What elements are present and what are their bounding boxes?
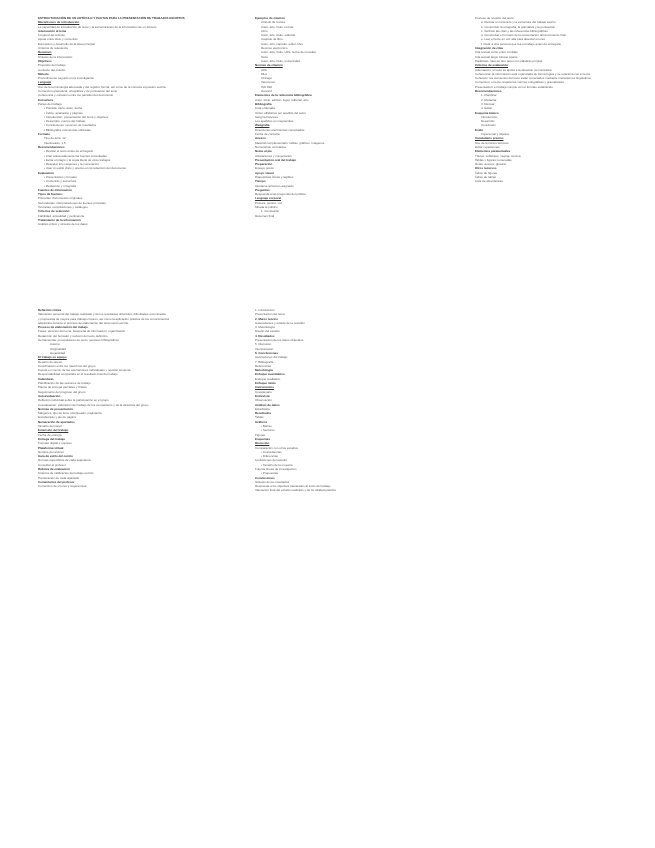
text-line: a. Revisar el contenido y la estructura del trabajo escrito [481,20,556,25]
text-line: Recomendaciones [475,89,502,94]
text-line: Conclusiones [255,475,275,480]
text-line: 1. Introducción [255,308,275,312]
text-line: Los apellidos en mayúsculas [255,119,294,124]
text-line: Ajustarse al tiempo asignado [255,183,294,188]
text-line: Estadística [255,406,270,411]
text-line: • Citar adecuadamente las fuentes consultadas [44,153,107,158]
text-line: La capacidad de introducción de texto y la estructuración de la información de un artículo [38,24,157,29]
text-line: Consultar al profesor [38,462,66,467]
text-line: Entrega del trabajo [38,436,66,441]
text-line: Tiempo [255,179,266,184]
text-line: • Revisar el texto antes de entregarlo [44,149,94,154]
text-line: Comparación con otros estudios [255,445,299,450]
text-line: Calendario [38,376,54,381]
text-line: Normas específicas de cada asignatura [38,458,91,463]
text-line: Gráficos [255,419,268,424]
text-line: Fecha de entrega [38,432,62,437]
column-top-middle [255,16,370,264]
text-line: Notas al pie [255,149,272,154]
text-line: Autor, año, título, URL, fecha de consulta [261,50,316,55]
text-line: Presentación oral del trabajo [255,157,297,162]
text-line: Primarias: documentos originales [38,196,83,201]
text-line: Cita textual corta: entre comillas [475,50,518,55]
text-line: Rúbrica de evaluación [38,466,70,471]
text-line: Metodología [255,368,273,373]
text-line: Respuesta a las preguntas del público [255,192,306,197]
text-line: • Presentación y formato [44,174,77,179]
text-line: Plazos de entrega parciales y finales [38,385,87,390]
text-line: Análisis crítico y síntesis de los datos [38,222,88,227]
text-line: Recurso electrónico [261,46,288,51]
text-line: • Barras [261,424,272,429]
text-line: Vocabulario preciso [475,136,504,141]
text-line: Instrumentos [255,385,275,390]
text-line: Observación [255,398,272,403]
text-line: Figuras [255,432,266,437]
text-line: Puesta en común de las aportaciones individuales y revisión conjunta [38,368,131,373]
text-line: • Conclusiones: resumen de resultados [44,123,97,128]
text-line: Guía de estilo del centro [38,454,73,459]
text-line: Esquemas [255,436,271,441]
text-line: Valoración final del estudio realizado y de su utilidad práctica [255,488,336,493]
text-line: Tablas [255,415,264,420]
text-line: • Propuestas [261,471,279,476]
text-line: Enfoque cuantitativo [255,372,285,377]
text-line: El trabajo en equipo [38,355,67,360]
column-top-right [475,16,615,264]
text-line: Formato digital o impreso [38,441,72,446]
text-line: Evaluación [38,170,54,175]
text-line: Normas de citación [255,63,283,68]
text-line: 1. Planificar [481,93,497,98]
text-line: Fases: elección del tema, búsqueda de información, organización [38,329,126,334]
text-line: Plataforma virtual [38,445,64,450]
text-line: Elementos paratextuales [475,149,511,154]
text-line: Autor, año, título, revista [261,24,294,29]
text-line: Orden alfabético por apellido del autor [255,110,306,115]
column-bottom-middle [255,308,395,556]
text-line: Terciarias: recopilaciones y catálogos [38,205,88,210]
text-line: Anexos [255,136,266,141]
text-line: Márgenes, tipo de letra, interlineado, paginación [38,411,103,416]
text-line: Tablas y figuras numeradas [475,157,512,162]
text-line: Método [38,71,49,76]
text-line: Secundarias: interpretaciones de fuentes primarias [38,200,106,205]
text-line: Corrección gramatical, ortográfica y de puntuación del texto [38,89,118,94]
text-line: Coherencia y cohesión entre los párrafos del documento [38,93,114,98]
text-line: • Tamaño de la muestra [261,462,293,467]
text-line: Impersonal y objetivo [481,132,510,137]
text-line: Corrección: el texto respeta las normas ortográficas y gramaticales [475,80,564,85]
text-line: Cohesión: los elementos del texto están conectados mediante mecanismos lingüísticos [475,76,591,81]
text-line: Propósito del trabajo [38,63,66,68]
text-line: 4. Editar [481,106,493,111]
text-line: Elementos de la referencia bibliográfica [255,93,312,98]
text-line: Partes del trabajo: [38,101,63,106]
text-line: Desarrollo [481,119,495,124]
text-line: Mecanismos de introducción [38,20,80,25]
text-line: b. Comprobar la ortografía, la gramática y la puntuación [481,24,556,29]
text-line: Webgrafía [255,123,270,128]
text-line: Interpretación [255,346,274,351]
text-line: Procedimiento seguido en la investigación [38,76,95,81]
text-line: 2. Marco teórico [255,316,279,321]
text-line: Ensayo previo [255,166,275,171]
text-line: Contexto del estudio [38,67,66,72]
text-line: Enfoque cualitativo [255,376,281,381]
text-line: Antecedentes y estado de la cuestión [255,320,305,325]
text-line: Ponderación de cada apartado [38,475,80,480]
text-line: Notas, anexos, glosario [475,162,507,167]
text-line: Autor, año, capítulo, editor, libro [261,41,304,46]
text-line: Postura, gestos, voz [255,200,283,205]
text-line: Originalidad [50,346,67,351]
text-line: • Desarrollo: cuerpo del trabajo [44,119,86,124]
text-line: Integración de citas [475,46,504,51]
column-top-left [38,16,188,264]
text-line: Preguntas [255,187,270,192]
text-line: Material complementario: tablas, gráficos, imágenes [255,140,325,145]
text-line: APA [261,67,267,72]
text-line: 6. Conclusiones [255,350,279,355]
column-bottom-left [38,308,188,556]
text-line: Numeración de apartados [38,419,75,424]
text-line: Conclusión [481,123,496,128]
text-line: 3. Metodología [255,325,275,330]
text-line: Seguimiento del progreso del grupo [38,389,86,394]
text-line: Coordinación entre los miembros del grupo [38,363,96,368]
text-line: Tamaño del papel [38,424,62,429]
text-line: Referencias [255,363,272,368]
text-line: • Usar un estilo claro y preciso en la redacción del documento [44,166,127,171]
text-line: Fuentes de información [38,187,72,192]
text-line: Adecuación al tema [38,28,67,33]
text-line: Presentación del tema [255,312,285,317]
text-line: ESTRUCTURACIÓN DE UN ARTÍCULO Y PAUTAS PARA LA PRESENTACIÓN DE TRABAJOS ESCRITOS [38,16,185,20]
text-line: f. Pedir a otra persona que lea el trabajo antes de entregarlo [481,41,562,46]
text-line: Fecha de consulta [255,132,280,137]
text-line: Entrevista [255,393,270,398]
text-line: MLA [261,71,268,76]
text-line: Preparación [255,162,273,167]
text-line: Coevaluación: valoración del trabajo de los compañeros y de la dinámica del grupo [38,402,149,407]
text-line: • Sectores [261,428,275,433]
text-line: Aportaciones del trabajo [255,355,288,360]
text-line: Numeración correlativa [255,144,286,149]
text-line: Criterios de selección: [38,209,71,214]
text-line: Reflexión individual sobre la participación en el grupo [38,398,109,403]
text-line: Apoyo visual [255,170,274,175]
text-line: Otros recursos [475,166,497,171]
text-line: Tratamiento de la información [38,217,81,222]
text-line: Extensión del trabajo [38,428,69,433]
text-line: Tipo de letra: 12 [44,136,66,141]
text-line: Ajuste entre título y contenido [38,37,78,42]
text-line: Presentación: el trabajo cumple con el formato establecido [475,84,553,89]
text-line: Honestidad [50,350,66,355]
text-line: Direcciones electrónicas consultadas [255,127,305,132]
text-line: Uso de la terminología adecuada y del registro formal, así como de la correcta expresión escrita [38,84,166,89]
text-line: • Redacción y ortografía [44,183,77,188]
text-line: Longitud del artículo [38,33,66,38]
text-line: 1. Conclusión [261,209,280,214]
text-line: Capítulo de libro [261,37,283,42]
text-line: Autoría [50,342,60,347]
text-line: Libro [261,28,268,33]
text-line: • Coincidencias [261,449,282,454]
text-line: Encabezado y pie de página [38,415,76,420]
text-line: Lenguaje corporal [255,196,282,201]
text-line: Cuestionario [255,389,272,394]
text-line: Presentación de los datos obtenidos [255,338,304,343]
text-line: Síntesis de los resultados [255,479,290,484]
text-line: Títulos, subtítulos, negrita, cursiva [475,153,521,158]
text-line: Exposición y desarrollo de la idea principal [38,41,95,46]
text-line: Proceso de elaboración del trabajo [38,325,88,330]
text-line: Diseño del estudio [255,329,280,334]
text-line: • Contenido y estructura [44,179,77,184]
text-line: Autor, título, edición, lugar, editorial, año [255,97,309,102]
text-line: Adecuación: el texto se ajusta a la situación comunicativa [475,67,552,72]
text-line: Valoración personal del trabajo realizado y de los resultados obtenidos, dificultades encontradas [38,312,166,317]
text-line: Recomendaciones [38,144,65,149]
text-line: Reflexión crítica [38,308,62,312]
text-line: • Diferencias [261,454,278,459]
text-line: Corrección de errores y sugerencias [38,484,87,489]
text-line: Índice de tablas [475,174,497,179]
text-line: Discusión [255,441,270,446]
text-line: • Portada: título, autor, fecha [44,106,82,111]
text-line: Proceso de revisión del texto [475,16,514,20]
text-line: e. Leer el texto en voz alta para detectar errores [481,37,546,42]
text-line: 2. Redactar [481,97,497,102]
text-line: Harvard [261,89,272,94]
text-line: Ejemplos de citación [255,16,285,20]
text-line: Enfoque mixto [255,381,276,386]
text-line: Criterios de evaluación [475,63,509,68]
text-line: Fiabilidad, actualidad y pertinencia [38,213,85,218]
text-line: Respuesta a los objetivos planteados al inicio del trabajo [255,484,331,489]
text-line: 5. Discusión [255,342,272,347]
text-line: Estructura [38,97,54,102]
text-line: Diapositivas claras y legibles [255,174,294,179]
text-line: Chicago [261,76,273,81]
text-line: 7. Bibliografía [255,359,274,364]
text-line: • Introducción: presentación del tema y objetivos [44,114,109,119]
text-line: Cita textual larga: bloque aparte [475,54,518,59]
text-line: Criterios de calificación del trabajo escrito [38,471,94,476]
text-line: Vancouver [261,80,276,85]
text-line: ISO 690 [261,84,273,89]
text-line: Resumen final [255,213,275,218]
text-line: • Bibliografía: referencias utilizadas [44,127,91,132]
text-line: Objetivos [38,58,52,63]
text-line: Análisis de datos [255,402,280,407]
text-line: Lenguaje [38,80,52,85]
text-line: Futuras líneas de investigación [255,466,297,471]
text-line: Aclaraciones y comentarios [255,153,292,158]
text-line: Comentarios del profesor [38,479,75,484]
text-line: Introducción [481,114,498,119]
text-line: 3. Revisar [481,101,495,106]
text-line: Formato [38,132,50,137]
text-line: Mirada al público [255,205,278,210]
text-line: c. Verificar las citas y las referencias bibliográficas [481,28,548,33]
text-line: Sangría francesa [255,114,278,119]
text-line: Evitar repeticiones [475,144,500,149]
text-line: Nombre del archivo [38,449,65,454]
text-line: y propuestas de mejora para trabajos futuros, así como la aplicación práctica de los conocimientos [38,316,170,321]
text-line: Redacción del borrador y revisión del texto definitivo [38,333,108,338]
text-line: Tesis [261,54,268,59]
text-line: 4. Resultados [255,333,275,338]
text-line: Bibliografía [255,101,272,106]
text-line: Esquema básico [475,110,499,115]
text-line: Tipos de fuentes: [38,192,63,197]
text-line: • Respetar los márgenes y la numeración [44,162,99,167]
text-line: Normas de presentación [38,406,74,411]
text-line: • Índice: apartados y páginas [44,110,83,115]
text-line: Coherencia: la información está organizada de forma lógica y se relaciona con el tema [475,71,590,76]
text-line: Uso de términos técnicos [475,140,509,145]
text-line: Síntesis de la información [38,54,73,59]
text-line: Responsabilidad compartida en el resultado final del trabajo [38,372,118,377]
text-line: Artículo de revista [261,20,286,25]
text-line: Lista de abreviaturas [475,179,503,184]
text-line: Limitaciones del estudio [255,458,288,463]
text-line: d. Comprobar el formato de la presentación del documento final [481,33,566,38]
text-line: Autor, año, título, editorial [261,33,296,38]
text-line: adquiridos durante el proceso de elaboración del documento escrito. [38,320,130,325]
text-line: Paráfrasis: idea de otro autor con palabras propias [475,58,543,63]
text-line: Lista ordenada [255,106,275,111]
text-line: Resultados [255,411,272,416]
text-line: Planificación de las sesiones de trabajo [38,381,91,386]
text-line: • Evitar el plagio y la copia literal de otros trabajos [44,157,111,162]
text-line: Estilo [475,127,484,132]
text-line: Autoevaluación [38,393,61,398]
text-line: Índice de figuras [475,170,498,175]
text-line: Herramientas: procesadores de texto, gestores bibliográficos [38,338,119,343]
text-line: Criterios de relevancia [38,46,68,51]
text-line: Interlineado: 1,5 [44,140,66,145]
text-line: Autor, año, título, universidad [261,58,300,63]
text-line: Reparto de tareas [38,359,63,364]
text-line: Resumen [38,50,52,55]
